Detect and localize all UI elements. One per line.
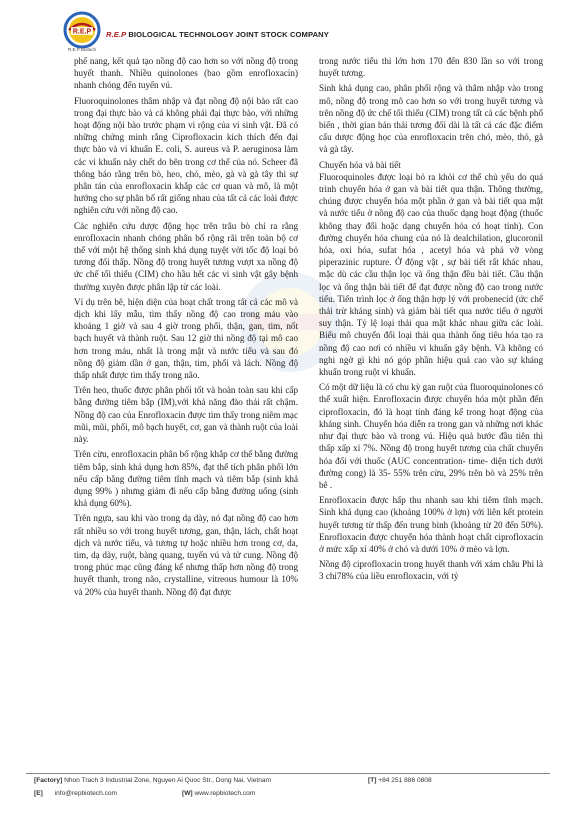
paragraph: Trên cừu, enrofloxacin phân bố rộng khắp cơ thể bằng đường tiêm bắp, sinh khả dụng hơn 85%, đạt thể tích phân phối lớn nếu cấp bằng đường tiêm tĩnh mạch và tiêm bắp (sinh khả dụng 99% ) nhưng giảm đi nếu cấp bằng đường uống (sinh khả dụng 60%).	[74, 449, 298, 509]
email-value[interactable]: info@repbiotech.com	[54, 790, 118, 797]
paragraph: Trên heo, thuốc được phân phối tốt và hoàn toàn sau khi cấp bằng đường tiêm bắp (IM),với khả năng đào thải rất chậm. Nồng độ cao của Enrofloxacin được tìm thấy trong niêm mạc mũi, mũi, phổi, mô bạch huyết, cơ, gan và thành ruột của loài này.	[74, 385, 298, 445]
paragraph: Nồng độ ciprofloxacin trong huyết thanh với xám châu Phi là 3 chi78% của liều enrofloxacin, với tỷ	[319, 559, 543, 582]
right-column	[319, 55, 543, 586]
tel-value: +84 251 886 0808	[378, 777, 432, 784]
company-prefix: R.E.P	[106, 30, 127, 39]
company-title: BIOLOGICAL TECHNOLOGY JOINT STOCK COMPANY	[128, 30, 329, 39]
footer-tel	[368, 777, 432, 784]
web-value[interactable]: www.repbiotech.com	[194, 790, 256, 797]
left-column	[74, 55, 298, 601]
paragraph: Sinh khả dụng cao, phân phối rộng và thâm nhập vào trong mô, nồng độ trong mô cao hơn so với trong huyết tương và trên nồng độ ức chế tối thiểu (CIM) trong tất cả các bệnh phổ biến , thời gian bán thải tương đối dài là tất cả các đặc điểm cấu dược động học của enrofloxacin trên chó, mèo, thỏ, gà và gà tây.	[319, 83, 543, 155]
paragraph: trong nước tiểu thì lớn hơn 170 đến 830 lần so với trong huyết tương.	[319, 56, 543, 79]
paragraph: Các nghiên cứu dược động học trên trâu bò chỉ ra rằng enrofloxacin nhanh chóng phân bố rộng rãi trên toàn bộ cơ thể với một hệ thống sinh khả dụng tuyệt vời tốc độ loại bỏ tương đối thấp. Nồng độ trong huyết tương vượt xa nồng độ ức chế tối thiểu (CIM) cho hầu hết các vi sinh vật gây bệnh thường xuyên được phân lập từ các loài.	[74, 220, 298, 292]
paragraph: Ví dụ trên bê, hiện diện của hoạt chất trong tất cả các mô và dịch khi lấy mẫu, tìm thấy nồng độ cao trong máu vào khoảng 1 giờ và sau 4 giờ trong phổi, thận, gan, tim, nốt bạch huyết và thành ruột. Sau 12 giờ thì nồng độ tại mô cao hơn trong máu, nhất là trong mật và nước tiểu và sau đó nồng độ giảm dần ở gan, thận, tim, phổi và lách. Nồng độ thấp nhất được tìm thấy trong não.	[74, 296, 298, 381]
section-heading: Chuyển hóa và bài tiết	[319, 159, 401, 170]
paragraph: Fluoroquinoles được loại bỏ ra khỏi cơ thể chủ yếu do quá trình chuyển hóa ở gan và bài tiết qua thận. Thông thường, chúng được chuyển hóa một phần ở gan và bài tiết qua mật và nước tiểu ở nồng độ cao của thuốc dạng hoạt động (thuốc không thay đổi hoặc dạng chuyển hóa có hoạt tính). Con đường chuyển hóa chung của nó là dealchilation, glucoronil hóa, oxi hóa, sufat hóa , acetyl hóa và phá vỡ vòng piperazinic rupture. Ở động vật , sự bài tiết rất khác nhau, mặc dù các cầu thận lọc và ống thận đều bài tiết. Cầu thận lọc và ống thận bài tiết để đạt được nồng độ cao trong nước tiểu. Tiến trình lọc ở ống thận hợp lý với probenecid (ức chế thải trừ kháng sinh) và giảm bài tiết qua nước tiểu ở người suy thận. Tỷ lệ loại thải qua mật khác nhau giữa các loài. Biểu mô chuyển đổi loại thải qua thành ống tiêu hóa tạo ra nồng độ cao nơi có nhiều vi khuẩn gây bệnh. Và không có nghi ngờ gì khi nó góp phần hiệu quả cao vào sự kháng khuẩn trong ruột vi khuẩn.	[319, 171, 543, 378]
paragraph: Có một dữ liệu là có chu kỳ gan ruột của fluoroquinolones có thể xuất hiện. Enrofloxacin được chuyển hóa một phần đến ciprofloxacin, đó là hoạt tính đáng kể trong hoạt động của kháng sinh. Chuyển hóa diễn ra trong gan và những nơi khác như đại thực bào và trong vú. Hiệu quả bước đầu tiên thì thấp xấp xỉ 7%. Nồng độ trong huyết tương của chất chuyển hóa đối với thuốc (AUC concentration- time- diện tích dưới đường cong) là 35- 55% trên cừu, 29% trên bò và 25% trên bê .	[319, 382, 543, 490]
email-label: [E]	[34, 790, 43, 797]
paragraph: Trên ngựa, sau khi vào trong dạ dày, nó đạt nồng độ cao hơn rất nhiều so với trong huyết tương, gan, thận, lách, chất hoạt dịch và nước tiểu, và tương tự hoặc nhiều hơn trong cơ, da, tim, dạ dày, ruột, bàng quang, tuyến vú và tử cung. Nồng độ trong phúc mạc cũng đáng kể nhưng thấp hơn nồng độ trong huyết thanh, trong não, crystalline, vitreous humour là 10% và 20% của huyết thanh. Nồng độ đạt được	[74, 513, 298, 597]
footer-divider	[26, 773, 550, 774]
logo-subtitle: R.E.P Biotech	[68, 47, 96, 52]
tel-label: [T]	[368, 777, 377, 784]
logo-text: R.E.P	[72, 28, 92, 36]
paragraph: Enrofloxacin được hấp thu nhanh sau khi tiêm tĩnh mạch. Sinh khả dụng cao (khoảng 100% ở lợn) với liên kết protein huyết tương từ thấp đến trung bình (khoảng từ 20 đến 50%). Enrofloxacin được chuyển hóa thành hoạt chất ciprofloxacin ở mức xấp xỉ 40% ở chó và dưới 10% ở mèo và lợn.	[319, 495, 543, 554]
paragraph: Fluoroquinolones thâm nhập và đạt nồng độ nội bào rất cao trong đại thực bào và cả không phải đại thực bào, với những hoạt động nội bào trước phạm vi rộng của vi sinh vật. Đã có những chứng minh rằng Ciprofloxacin kích thích đến đại thực bào và vi khuẩn E. coli, S. aureus và P. aeruginosa làm các vi khuẩn này chết do bên trong cơ thể của nó. Scheer đã thông báo rằng trên bò, heo, chó, mèo, gà và gà tây thì sự phân tán của enrofloxacin khắp các cơ quan và mô, là một hướng cho sự phân bổ rất giống nhau của tất cả các loài được nghiên cứu với nồng độ cao.	[74, 95, 298, 216]
web-label: [W]	[182, 790, 193, 797]
page-header	[0, 0, 576, 58]
factory-label: [Factory]	[34, 777, 63, 784]
footer-factory-line	[34, 777, 271, 784]
footer-web	[182, 790, 255, 797]
factory-address: Nhon Trach 3 Industrial Zone, Nguyen Ai Quoc Str., Dong Nai, Vietnam	[64, 777, 272, 784]
company-name	[106, 30, 329, 39]
footer-email	[34, 790, 117, 797]
company-logo-icon	[62, 10, 102, 50]
paragraph: phế nang, kết quả tạo nồng độ cao hơn so với nồng độ trong huyết thanh. Nhiều quinolones (bao gồm enrofloxacin) nhanh chóng đến tuyến vú.	[74, 56, 298, 91]
